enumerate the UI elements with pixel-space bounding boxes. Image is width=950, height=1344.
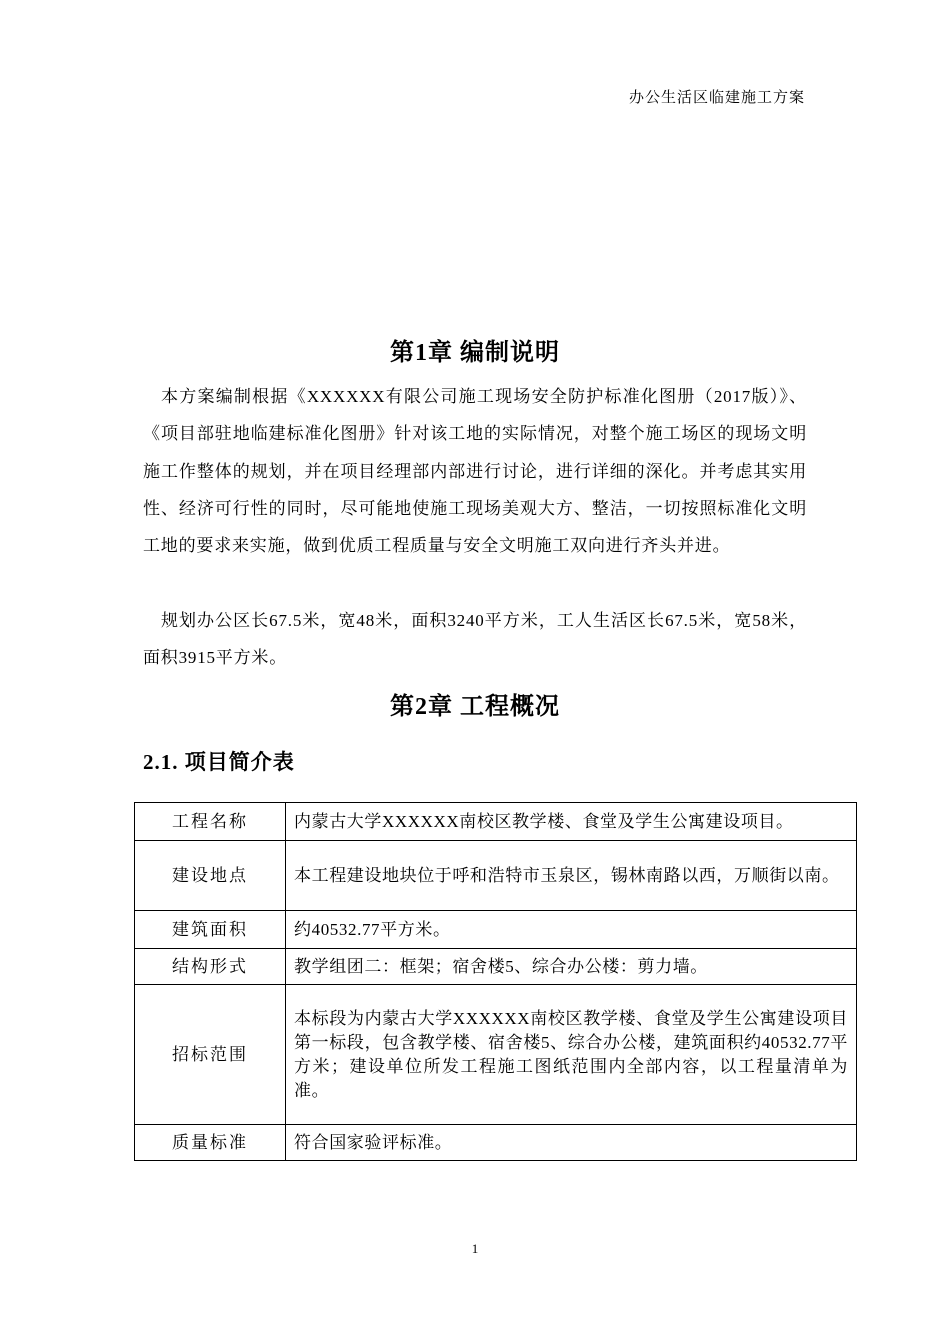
table-row <box>135 1125 857 1161</box>
row-value: 本标段为内蒙古大学XXXXXX南校区教学楼、食堂及学生公寓建设项目第一标段，包含教学楼、宿舍楼5、综合办公楼，建筑面积约40532.77平方米；建设单位所发工程施工图纸范围内全部内容，以工程量清单为准。 <box>286 985 857 1125</box>
table-row <box>135 911 857 949</box>
running-header: 办公生活区临建施工方案 <box>628 90 805 106</box>
chapter-1-paragraph-1: 本方案编制根据《XXXXXX有限公司施工现场安全防护标准化图册（2017版）》、《项目部驻地临建标准化图册》针对该工地的实际情况，对整个施工场区的现场文明施工作整体的规划，并在项目经理部内部进行讨论，进行详细的深化。并考虑其实用性、经济可行性的同时，尽可能地使施工现场美观大方、整洁，一切按照标准化文明工地的要求来实施，做到优质工程质量与安全文明施工双向进行齐头并进。 <box>143 387 807 556</box>
table-row <box>135 985 857 1125</box>
page-number: 1 <box>471 1241 479 1256</box>
row-label: 工程名称 <box>135 803 286 841</box>
row-value: 本工程建设地块位于呼和浩特市玉泉区，锡林南路以西，万顺街以南。 <box>286 841 857 911</box>
row-value: 符合国家验评标准。 <box>286 1125 857 1161</box>
row-value: 教学组团二：框架；宿舍楼5、综合办公楼：剪力墙。 <box>286 949 857 985</box>
row-label: 招标范围 <box>135 985 286 1125</box>
chapter-1-title: 第1章 编制说明 <box>390 340 560 366</box>
project-summary-table <box>134 802 857 1161</box>
row-value: 约40532.77平方米。 <box>286 911 857 949</box>
row-label: 建设地点 <box>135 841 286 911</box>
row-label: 结构形式 <box>135 949 286 985</box>
table-row <box>135 803 857 841</box>
table-row <box>135 841 857 911</box>
table-row <box>135 949 857 985</box>
row-label: 质量标准 <box>135 1125 286 1161</box>
row-label: 建筑面积 <box>135 911 286 949</box>
chapter-2-title: 第2章 工程概况 <box>390 694 560 720</box>
row-value: 内蒙古大学XXXXXX南校区教学楼、食堂及学生公寓建设项目。 <box>286 803 857 841</box>
chapter-1-paragraph-2: 规划办公区长67.5米，宽48米，面积3240平方米，工人生活区长67.5米，宽58米，面积3915平方米。 <box>143 611 807 668</box>
section-2-1-title: 2.1. 项目简介表 <box>143 750 295 774</box>
